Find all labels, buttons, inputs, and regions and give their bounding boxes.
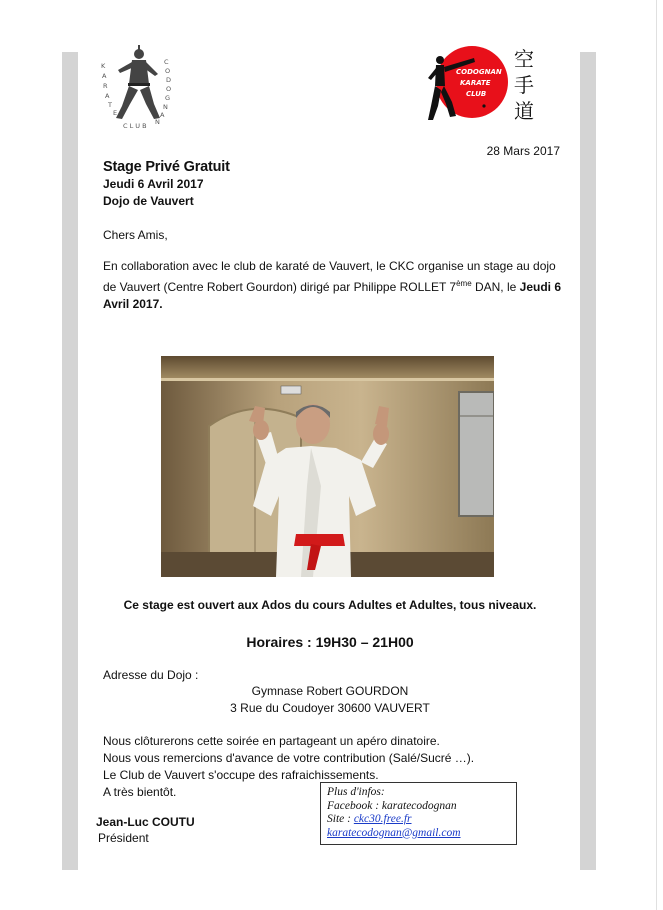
site-label: Site : <box>327 813 354 825</box>
window-edge <box>656 0 657 910</box>
svg-text:C: C <box>164 58 169 66</box>
email-link[interactable]: karatecodognan@gmail.com <box>327 826 461 839</box>
svg-text:O: O <box>165 67 171 75</box>
karate-club-logo-left <box>94 40 184 132</box>
info-site <box>327 813 516 827</box>
svg-text:N: N <box>163 103 168 111</box>
svg-text:CODOGNAN: CODOGNAN <box>456 68 502 76</box>
svg-text:道: 道 <box>514 99 534 123</box>
address-label: Adresse du Dojo : <box>103 668 199 682</box>
svg-text:CLUB: CLUB <box>466 90 487 98</box>
event-date: Jeudi 6 Avril 2017 <box>103 177 204 191</box>
codognan-karate-club-logo <box>414 40 549 126</box>
closing-line: Nous vous remercions d'avance de votre contribution (Salé/Sucré …). <box>103 751 475 765</box>
letter-date: 28 Mars 2017 <box>486 144 560 158</box>
svg-text:E: E <box>113 109 118 117</box>
svg-text:O: O <box>166 85 172 93</box>
svg-text:R: R <box>103 82 108 90</box>
svg-text:C L U B: C L U B <box>123 122 147 130</box>
intro-bold-date: Jeudi 6 Avril 2017. <box>103 280 562 311</box>
svg-text:A: A <box>160 111 165 119</box>
signature-name: Jean-Luc COUTU <box>96 815 195 829</box>
event-title: Stage Privé Gratuit <box>103 159 230 175</box>
info-email <box>327 827 516 841</box>
svg-text:KARATE: KARATE <box>460 79 491 87</box>
intro-text: En collaboration avec le club de karaté de Vauvert, le CKC organise un stage au dojo de Vauvert (Centre Robert Gourdon) dirigé par Philippe ROLLET 7 <box>103 259 556 294</box>
info-box <box>320 782 517 845</box>
event-place: Dojo de Vauvert <box>103 194 194 208</box>
page-margin-left <box>62 52 78 870</box>
greeting: Chers Amis, <box>103 228 168 242</box>
audience-statement: Ce stage est ouvert aux Ados du cours Adultes et Adultes, tous niveaux. <box>123 598 537 612</box>
instructor-photo <box>161 356 494 577</box>
svg-text:G: G <box>165 94 171 102</box>
facebook-value: karatecodognan <box>381 799 457 812</box>
svg-text:N: N <box>155 118 160 126</box>
info-heading: Plus d'infos: <box>327 786 385 798</box>
svg-text:K: K <box>101 62 106 70</box>
closing-line: Nous clôturerons cette soirée en partageant un apéro dinatoire. <box>103 734 440 748</box>
closing-line: Le Club de Vauvert s'occupe des rafraichissements. <box>103 768 379 782</box>
info-facebook <box>327 800 516 814</box>
intro-text-2: DAN, le <box>471 280 520 294</box>
intro-superscript: ème <box>456 279 472 288</box>
signature-role: Président <box>98 831 149 845</box>
facebook-label: Facebook : <box>327 799 382 812</box>
event-hours: Horaires : 19H30 – 21H00 <box>246 634 414 650</box>
closing-line: A très bientôt. <box>103 785 177 799</box>
svg-text:D: D <box>166 76 172 84</box>
intro-paragraph <box>103 258 565 313</box>
address-line-1: Gymnase Robert GOURDON <box>251 684 409 698</box>
svg-text:空: 空 <box>514 47 534 71</box>
svg-text:A: A <box>102 72 107 80</box>
svg-text:A: A <box>105 92 110 100</box>
svg-text:T: T <box>108 101 112 109</box>
address-line-2: 3 Rue du Coudoyer 30600 VAUVERT <box>230 701 430 715</box>
site-link[interactable]: ckc30.free.fr <box>353 813 412 825</box>
svg-text:手: 手 <box>514 73 534 97</box>
page-margin-right <box>580 52 596 870</box>
